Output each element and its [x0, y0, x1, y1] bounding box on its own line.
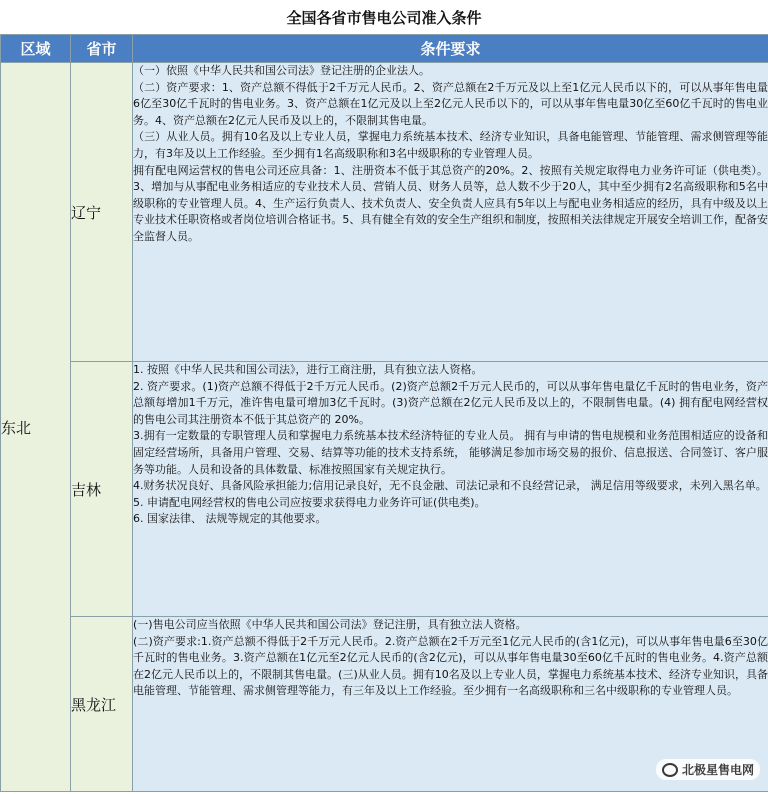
condition-paragraph: 拥有配电网运营权的售电公司还应具备：1、注册资本不低于其总资产的20%。2、按照有关规定取得电力业务许可证（供电类）。3、增加与从事配电业务相适应的专业技术人员、营销人员、财务人员等，总人数不少于20人，其中至少拥有2名高级职称和5名中级职称的专业管理人员。4、生产运行负责人、技术负责人、安全负责人应具有5年以上与配电业务相适应的经历，具有中级及以上专业技术任职资格或者岗位培训合格证书。5、具有健全有效的安全生产组织和制度，按照相关法律规定开展安全培训工作，配备安全监督人员。 [133, 163, 768, 243]
condition-paragraph: 5. 申请配电网经营权的售电公司应按要求获得电力业务许可证(供电类)。 [133, 495, 486, 509]
header-region: 区域 [1, 35, 71, 63]
condition-paragraph: 6. 国家法律、 法规等规定的其他要求。 [133, 512, 327, 526]
condition-paragraph: (一)售电公司应当依照《中华人民共和国公司法》登记注册，具有独立法人资格。 [133, 618, 527, 631]
watermark-badge [656, 759, 760, 780]
conditions-cell [133, 362, 768, 617]
condition-paragraph: 3.拥有一定数量的专职管理人员和掌握电力系统基本技术经济特征的专业人员。 拥有与申请的售电规模和业务范围相适应的设备和固定经营场所，具备用户管理、交易、结算等功能的技术支持系统， 能够满足参加市场交易的报价、信息报送、合同签订、客户服务等功能。人员和设备的具体数量、标准按照国家有关规定执行。 [133, 429, 768, 476]
header-row [1, 35, 768, 63]
header-province: 省市 [71, 35, 133, 63]
condition-paragraph: （一）依照《中华人民共和国公司法》登记注册的企业法人。 [133, 64, 430, 77]
watermark-text: 北极星售电网 [681, 763, 754, 777]
page-title: 全国各省市售电公司准入条件 [0, 0, 768, 34]
table-row [1, 362, 768, 617]
condition-paragraph: (二)资产要求:1.资产总额不得低于2千万元人民币。2.资产总额在2千万元至1亿元人民币的(含1亿元)，可以从事年售电量6至30亿千瓦时的售电业务。3.资产总额在1亿元至2亿元人民币的(含2亿元)，可以从事年售电量30至60亿千瓦时的售电业务。4.资产总额在2亿元人民币以上的，不限制其售电量。(三)从业人员。拥有10名及以上专业人员，掌握电力系统基本技术、经济专业知识，具备电能管理、节能管理、需求侧管理等能力，有三年及以上工作经验。至少拥有一名高级职称和三名中级职称的专业管理人员。 [133, 634, 768, 698]
condition-paragraph: （三）从业人员。拥有10名及以上专业人员，掌握电力系统基本技术、经济专业知识，具备电能管理、节能管理、需求侧管理等能力，有3年及以上工作经验。至少拥有1名高级职称和3名中级职称的专业管理人员。 [133, 130, 768, 160]
table-row [1, 63, 768, 362]
province-cell: 吉林 [71, 362, 133, 617]
province-cell: 辽宁 [71, 63, 133, 362]
condition-paragraph: （二）资产要求：1、资产总额不得低于2千万元人民币。2、资产总额在2千万元及以上至1亿元人民币以下的，可以从事年售电量6亿至30亿千瓦时的售电业务。3、资产总额在1亿元及以上至2亿元人民币以下的，可以从事年售电量30亿至60亿千瓦时的售电业务。4、资产总额在2亿元人民币及以上的，不限制其售电量。 [133, 80, 768, 127]
header-conditions: 条件要求 [133, 35, 768, 63]
condition-paragraph: 2. 资产要求。(1)资产总额不得低于2千万元人民币。(2)资产总额2千万元人民币的，可以从事年售电量亿千瓦时的售电业务，资产总额每增加1千万元，准许售电量可增加3亿千瓦时。(3)资产总额在2亿元人民币及以上的，不限制售电量。(4) 拥有配电网经营权的售电公司其注册资本不低于其总资产的 20%。 [133, 379, 768, 426]
province-cell: 黑龙江 [71, 617, 133, 792]
condition-paragraph: 4.财务状况良好、具备风险承担能力;信用记录良好，无不良金融、司法记录和不良经营记录， 满足信用等级要求，未列入黑名单。 [133, 479, 767, 493]
region-cell: 东北 [1, 63, 71, 792]
table-row [1, 617, 768, 792]
wechat-icon [662, 763, 678, 777]
conditions-cell [133, 63, 768, 362]
conditions-table [0, 34, 768, 792]
condition-paragraph: 1. 按照《中华人民共和国公司法》，进行工商注册，具有独立法人资格。 [133, 363, 483, 376]
